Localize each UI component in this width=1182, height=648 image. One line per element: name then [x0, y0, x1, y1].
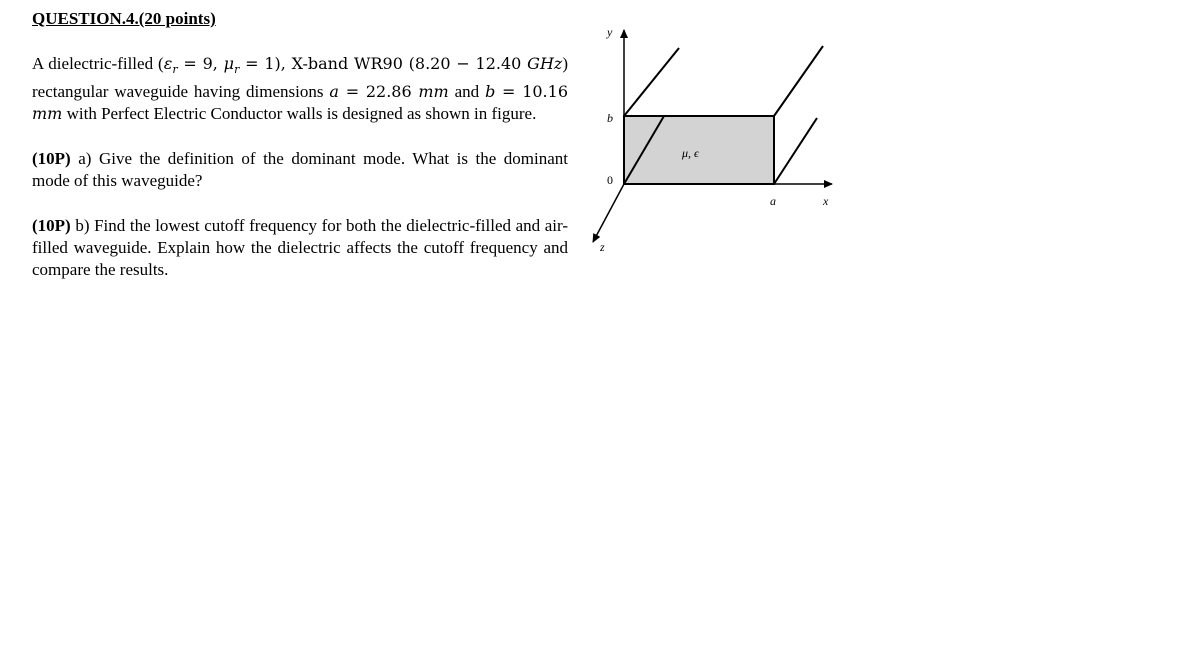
waveguide-diagram — [584, 18, 844, 258]
b-dimension-label: b — [607, 111, 613, 125]
mm-unit-b: mm — [32, 104, 63, 124]
edge-top-right — [774, 46, 823, 116]
x-axis-label: x — [823, 194, 829, 208]
question-heading: QUESTION.4.(20 points) — [32, 9, 216, 28]
waveguide-figure — [584, 18, 844, 258]
intro-text-2: = 9, — [177, 54, 224, 73]
a-symbol: a — [329, 82, 339, 102]
question-intro — [32, 53, 568, 125]
b-symbol: b — [485, 82, 496, 102]
z-axis — [593, 184, 624, 242]
origin-label: 0 — [607, 173, 613, 187]
question-body — [32, 53, 568, 281]
intro-text-6: and — [448, 82, 486, 102]
part-a-points: (10P) — [32, 149, 71, 169]
intro-text-4: ) rectangular waveguide having dimensions — [32, 54, 569, 102]
mu-subscript: r — [234, 63, 240, 77]
waveguide-cross-section — [624, 116, 774, 184]
mm-unit-a: mm — [418, 82, 449, 102]
intro-text-5: = 22.86 — [338, 82, 419, 102]
mu-symbol: $\mu_r$ — [223, 54, 240, 77]
edge-top-left — [624, 48, 679, 116]
intro-text-7: = 10.16 — [495, 82, 568, 102]
edge-bottom-right — [774, 118, 817, 184]
z-axis-label: z — [600, 240, 605, 254]
question-part-a — [32, 148, 568, 192]
part-b-points: (10P) — [32, 216, 71, 236]
a-dimension-label: a — [770, 194, 776, 208]
ghz-unit: GHz — [527, 54, 563, 73]
part-a-text: a) Give the definition of the dominant mode. What is the dominant mode of this waveguide? — [32, 149, 568, 191]
epsilon-subscript: r — [172, 63, 178, 77]
question-part-b — [32, 215, 568, 281]
intro-text-1: A dielectric-filled ( — [32, 54, 164, 73]
medium-label: μ, ϵ — [682, 146, 699, 160]
part-b-text: b) Find the lowest cutoff frequency for both the dielectric-filled and air-filled waveguide. Explain how the dielectric affects the cutoff frequency and compare the results. — [32, 216, 568, 280]
epsilon-symbol: $\varepsilon_r$ — [163, 54, 178, 77]
y-axis-label: y — [607, 25, 613, 39]
intro-text-3: = 1), X-band WR90 (8.20 − 12.40 — [239, 54, 528, 73]
intro-text-8: with Perfect Electric Conductor walls is designed as shown in figure. — [62, 104, 537, 124]
